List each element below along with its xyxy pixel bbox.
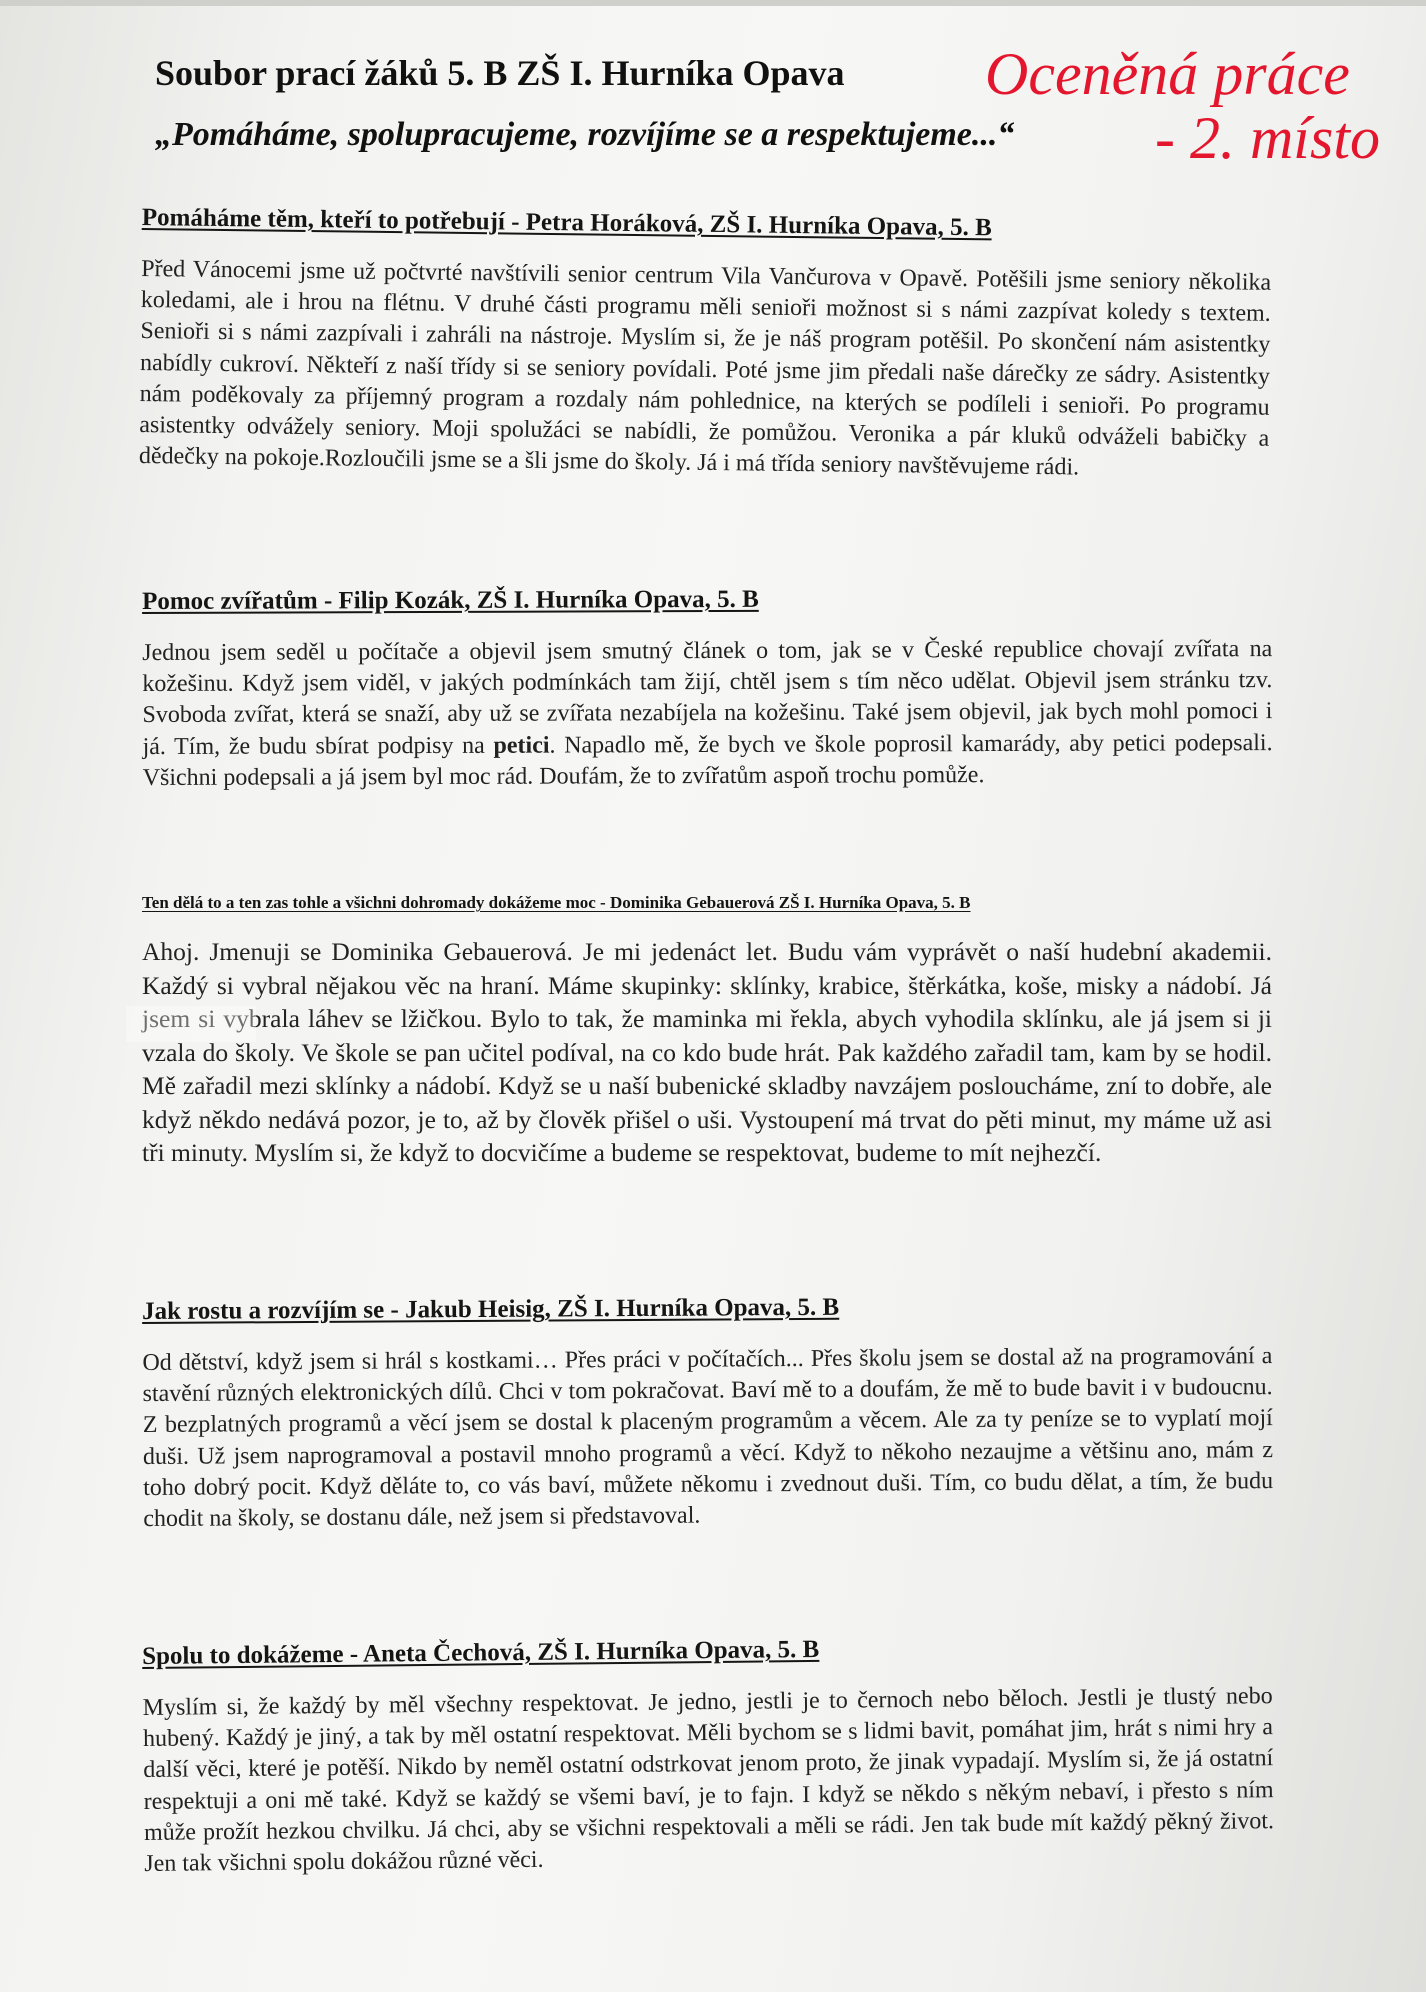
essay-body-bold-word: petici [493, 732, 550, 759]
award-place: - 2. místo [1155, 105, 1380, 171]
essay-heading: Ten dělá to a ten zas tohle a všichni dohromady dokážeme moc - Dominika Gebauerová ZŠ I. Hurníka Opava, 5. B [142, 893, 971, 912]
paper-highlight-smudge [126, 1006, 256, 1042]
essay-section [142, 893, 1272, 1170]
essay-body: Ahoj. Jmenuji se Dominika Gebauerová. Je mi jedenáct let. Budu vám vyprávět o naší hudební akademii. Každý si vybral nějakou věc na hraní. Máme skupinky: sklínky, krabice, štěrkátka, koše, misky a nádobí. Já jsem si vybrala láhev se lžičkou. Bylo to tak, že maminka mi řekla, abych vyhodila sklínku, ale já jsem si ji vzala do školy. Ve škole se pan učitel podíval, na co kdo bude hrát. Pak každého zařadil tam, kam by se hodil. Mě zařadil mezi sklínky a nádobí. Když se u naší bubenické skladby navzájem posloucháme, zní to dobře, ale když někdo nedává pozor, je to, až by člověk přišel o uši. Vystoupení má trvat do pěti minut, my máme už asi tři minuty. Myslím si, že když to docvičíme a budeme se respektovat, budeme to mít nejhezčí. [142, 937, 1272, 1167]
essay-body-text: . Napadlo mě, že bych ve škole poprosil kamarády, aby petici podepsali. Všichni podepsali a já jsem byl moc rád. Doufám, že to zvířatům aspoň trochu pomůže. [142, 729, 1273, 791]
essay-section [142, 1631, 1274, 1880]
award-title: Oceněná práce [985, 41, 1350, 107]
essay-heading: Pomoc zvířatům - Filip Kozák, ZŠ I. Hurníka Opava, 5. B [142, 585, 759, 615]
essay-body: Před Vánocemi jsme už počtvrté navštívili senior centrum Vila Vančurova v Opavě. Potěšili jsme seniory několika koledami, ale i hrou na flétnu. V druhé části programu měli senioři možnost si s námi zazpívat koledy s textem. Senioři si s námi zazpívali i zahráli na nástroje. Myslím si, že je náš program potěšil. Po skončení nám asistentky nabídly cukroví. Někteří z naší třídy si se seniory povídali. Poté jsme jim předali naše dárečky ze sádry. Asistentky nám poděkovaly za příjemný program a rozdaly nám pohlednice, na kterých se podíleli i senioři. Po programu asistentky odvážely seniory. Moji spolužáci se nabídli, že pomůžou. Veronika a pár kluků odváželi babičky a dědečky na pokoje.Rozloučili jsme se a šli jsme do školy. Já i má třída seniory navštěvujeme rádi. [138, 255, 1272, 481]
essay-section [139, 204, 1272, 486]
essay-body [142, 634, 1273, 794]
essay-section [142, 1291, 1273, 1535]
document-subtitle: „Pomáháme, spolupracujeme, rozvíjíme se a respektujeme...“ [155, 116, 1015, 153]
essay-body: Myslím si, že každý by měl všechny respektovat. Je jedno, jestli je to černoch nebo běloch. Jestli je tlustý nebo hubený. Každý je jiný, a tak by měl ostatní respektovat. Měli bychom se s lidmi bavit, pomáhat jim, hrát s nimi hry a další věci, které je potěší. Nikdo by neměl ostatní odstrkovat jenom proto, že jinak vypadají. Myslím si, že já ostatní respektuji a oni mě také. Když se každý se všemi baví, je to fajn. I když se někdo s někým nebaví, i přesto s ním může prožít hezkou chvilku. Já chci, aby se všichni respektovali a měli se rádi. Jen tak bude mít každý pěkný život. Jen tak všichni spolu dokážou různé věci. [142, 1683, 1275, 1878]
page-top-edge [0, 0, 1426, 6]
essay-heading: Spolu to dokážeme - Aneta Čechová, ZŠ I. Hurníka Opava, 5. B [142, 1635, 820, 1670]
document-title: Soubor prací žáků 5. B ZŠ I. Hurníka Opava [155, 53, 845, 93]
essay-body: Od dětství, když jsem si hrál s kostkami… Přes práci v počítačích... Přes školu jsem se dostal až na programování a stavění různých elektronických dílů. Chci v tom pokračovat. Baví mě to a doufám, že mě to bude bavit i v budoucnu. Z bezplatných programů a věcí jsem se dostal k placeným programům a věcem. Ale za ty peníze se to vyplatí mojí duši. Už jsem naprogramoval a postavil mnoho programů a věcí. Když to někoho nezaujme a většinu ano, mám z toho dobrý pocit. Když děláte to, co vás baví, můžete někomu i zvednout duši. Tím, co budu dělat, a tím, že budu chodit na školy, se dostanu dále, než jsem si představoval. [142, 1343, 1274, 1533]
essay-heading: Jak rostu a rozvíjím se - Jakub Heisig, ZŠ I. Hurníka Opava, 5. B [142, 1293, 840, 1325]
essay-heading: Pomáháme těm, kteří to potřebují - Petra Horáková, ZŠ I. Hurníka Opava, 5. B [141, 204, 992, 242]
essay-section [142, 584, 1273, 794]
essay-body-text: Jednou jsem seděl u počítače a objevil jsem smutný článek o tom, jak se v České republice chovají zvířata na kožešinu. Když jsem viděl, v jakých podmínkách tam žijí, chtěl jsem s tím něco udělat. Objevil jsem stránku tzv. Svoboda zvířat, která se snaží, aby už se zvířata nezabíjela na kožešinu. Také jsem objevil, jak bych mohl pomoci i já. Tím, že budu sbírat podpisy na [142, 636, 1273, 760]
